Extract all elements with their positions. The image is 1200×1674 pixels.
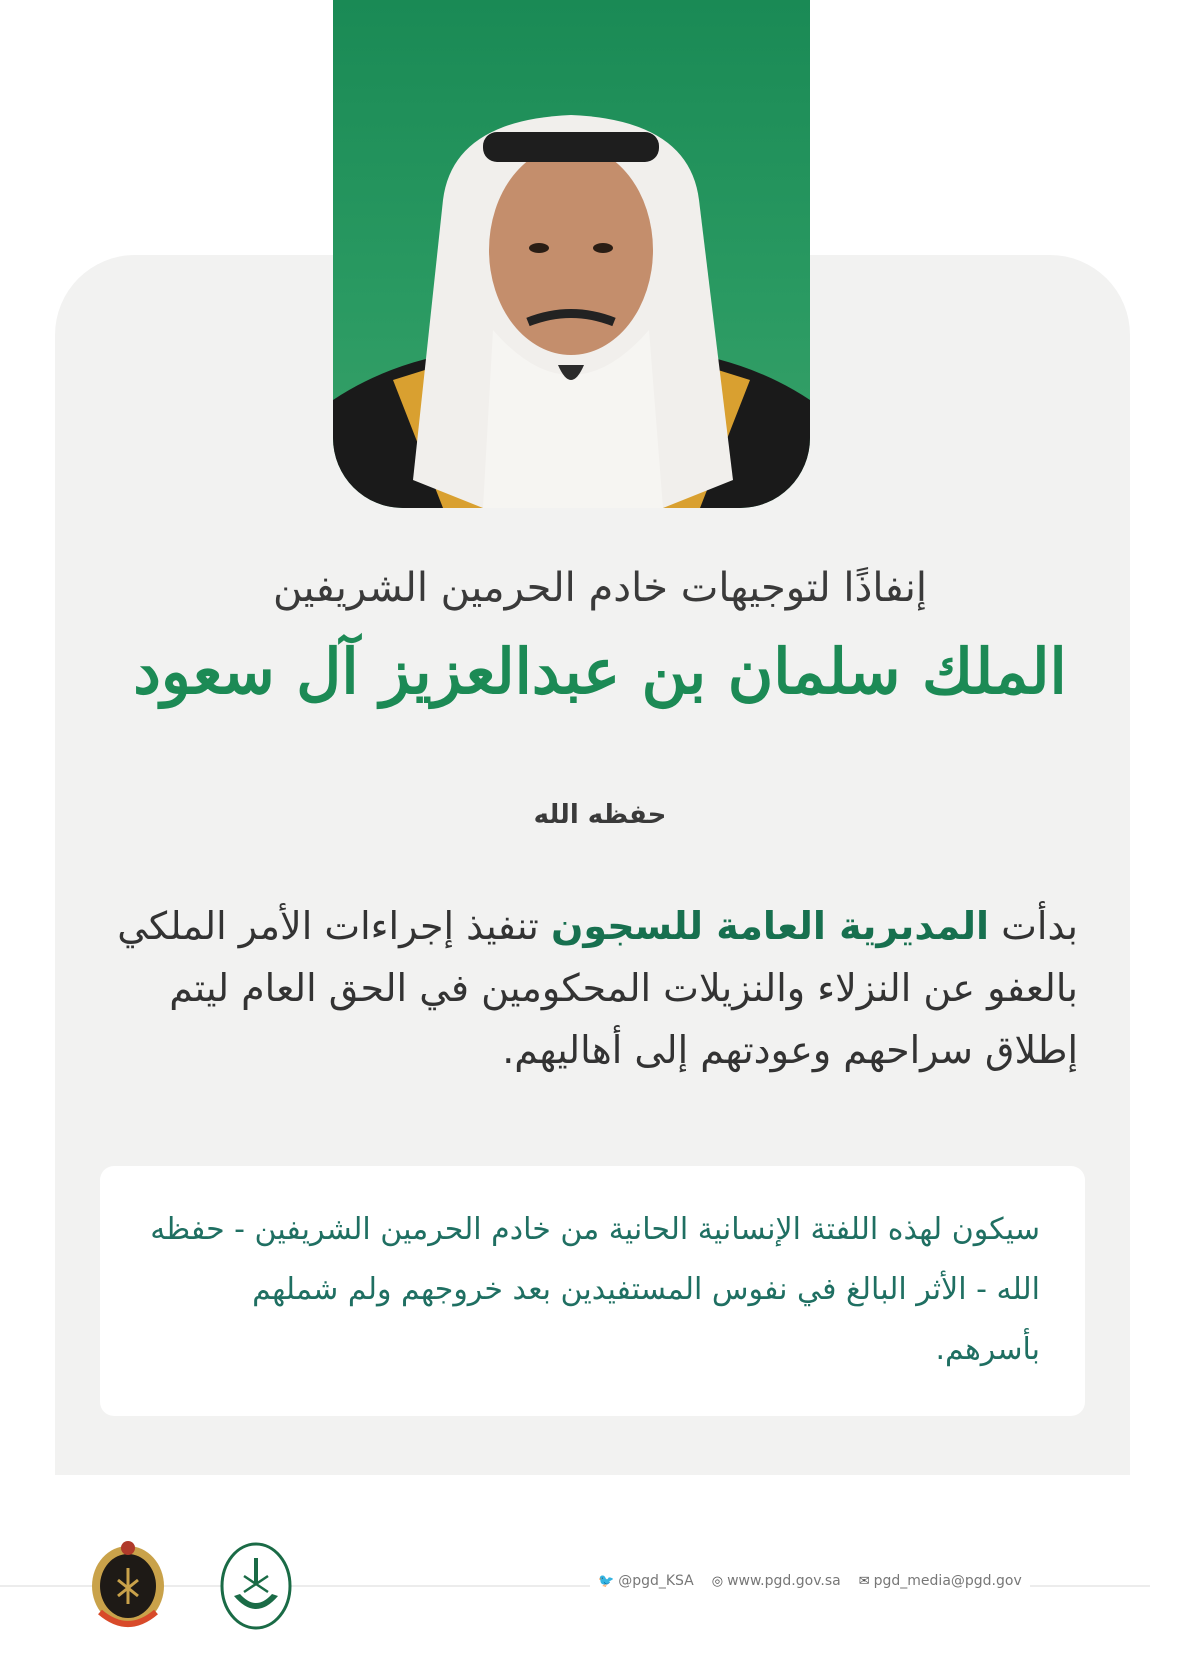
announcement-prefix: بدأت [1001,904,1078,948]
announcement-rest: تنفيذ إجراءات الأمر الملكي بالعفو عن النزلاء والنزيلات المحكومين في الحق العام ليتم إطلاق سراحهم وعودتهم إلى أهاليهم. [117,904,1078,1072]
footer-twitter[interactable]: 🐦 @pgd_KSA [598,1573,694,1589]
portrait-photo [333,0,810,508]
announcement-text [110,895,1078,1081]
ministry-interior-logo [218,1540,294,1636]
globe-icon: ◎ [711,1574,724,1589]
king-name-calligraphy: الملك سلمان بن عبدالعزيز آل سعود [133,635,1067,708]
blessing-text: حفظه الله [533,800,667,830]
announcement-highlight: المديرية العامة للسجون [550,904,990,948]
note-text: سيكون لهذه اللفتة الإنسانية الحانية من خادم الحرمين الشريفين - حفظه الله - الأثر البالغ في نفوس المستفيدين بعد خروجهم ولم شملهم بأسرهم. [150,1212,1040,1367]
note-box [100,1166,1085,1416]
intro-heading: إنفاذًا لتوجيهات خادم الحرمين الشريفين [272,565,928,611]
footer-website[interactable]: ◎ www.pgd.gov.sa [711,1573,841,1589]
twitter-icon: 🐦 [598,1574,615,1589]
footer-contacts [590,1573,1030,1589]
prisons-directorate-logo [88,1540,168,1636]
envelope-icon: ✉ [858,1574,870,1589]
footer-email[interactable]: ✉ pgd_media@pgd.gov [858,1573,1022,1589]
